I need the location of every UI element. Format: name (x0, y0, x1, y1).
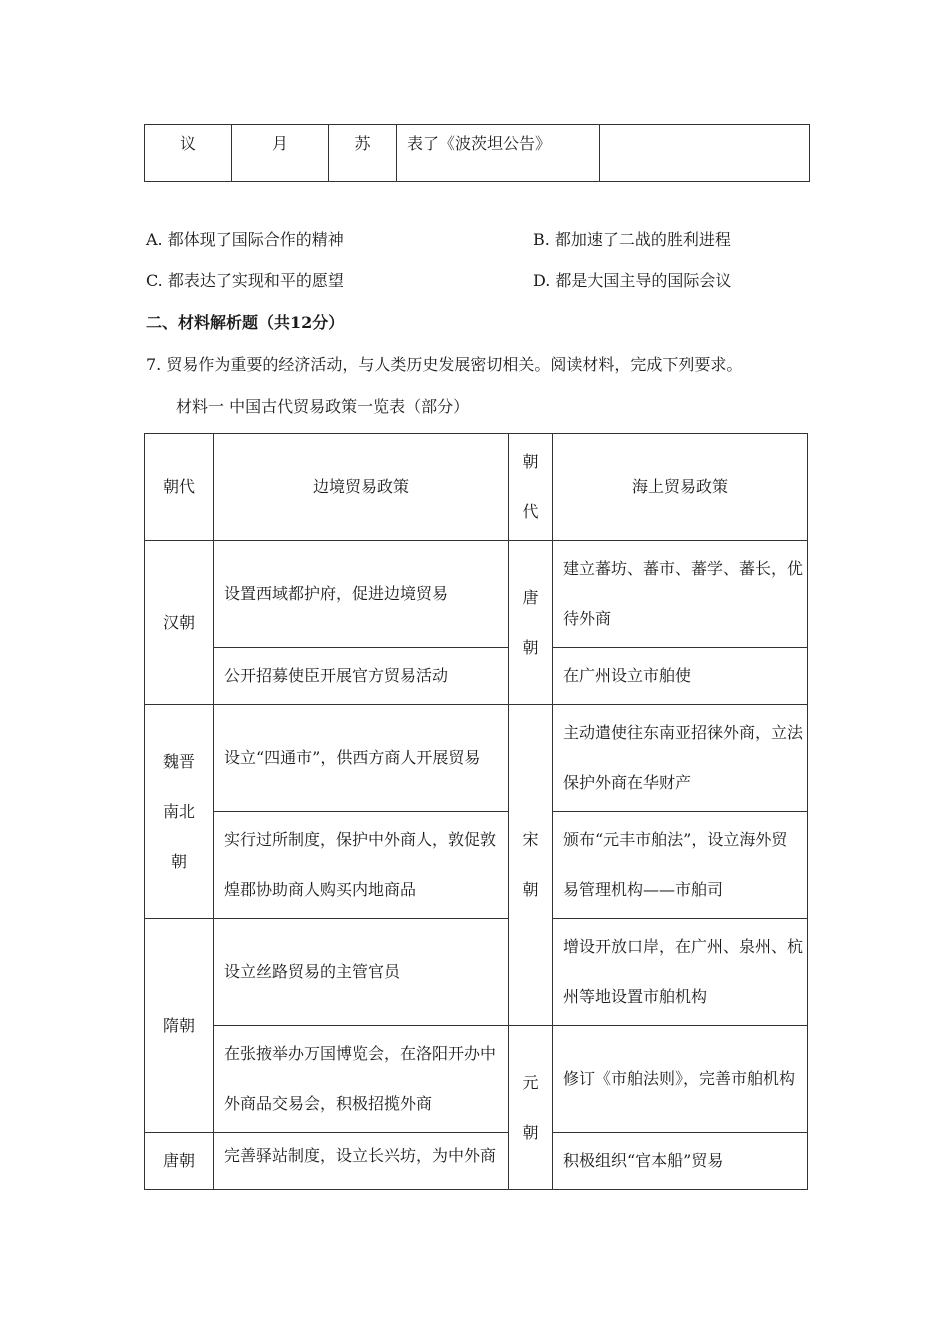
sea-policy-cell: 增设开放口岸，在广州、泉州、杭州等地设置市舶机构 (553, 919, 808, 1026)
question-7: 7. 贸易作为重要的经济活动，与人类历史发展密切相关。阅读材料，完成下列要求。 (146, 355, 743, 374)
top-cell-1: 议 (145, 125, 232, 182)
top-cell-2: 月 (232, 125, 329, 182)
sea-policy-cell: 建立蕃坊、蕃市、蕃学、蕃长，优待外商 (553, 541, 808, 648)
dynasty-sui: 隋朝 (145, 919, 214, 1133)
border-policy-cell: 完善驿站制度，设立长兴坊，为中外商 (214, 1133, 509, 1190)
sea-dynasty-yuan: 元朝 (509, 1026, 553, 1190)
border-policy-cell: 实行过所制度，保护中外商人，敦促敦煌郡协助商人购买内地商品 (214, 812, 509, 919)
sea-policy-cell: 积极组织“官本船”贸易 (553, 1133, 808, 1190)
dynasty-tang: 唐朝 (145, 1133, 214, 1190)
header-border-policy: 边境贸易政策 (214, 434, 509, 541)
sea-policy-cell: 颁布“元丰市舶法”，设立海外贸易管理机构——市舶司 (553, 812, 808, 919)
section-title: 二、材料解析题（共12分） (146, 313, 345, 332)
option-d: D. 都是大国主导的国际会议 (533, 271, 732, 290)
header-dynasty: 朝代 (145, 434, 214, 541)
top-cell-5 (600, 125, 810, 182)
top-cell-4: 表了《波茨坦公告》 (397, 125, 600, 182)
option-c: C. 都表达了实现和平的愿望 (146, 271, 344, 290)
material-caption: 材料一 中国古代贸易政策一览表（部分） (176, 397, 470, 416)
header-dynasty-2: 朝代 (509, 434, 553, 541)
border-policy-cell: 设置西域都护府，促进边境贸易 (214, 541, 509, 648)
top-cell-3: 苏 (329, 125, 397, 182)
option-a: A. 都体现了国际合作的精神 (146, 230, 344, 249)
border-policy-cell: 在张掖举办万国博览会，在洛阳开办中外商品交易会，积极招揽外商 (214, 1026, 509, 1133)
sea-dynasty-song: 宋朝 (509, 705, 553, 1026)
dynasty-weijin: 魏晋南北朝 (145, 705, 214, 919)
trade-policy-table (144, 433, 808, 1190)
sea-dynasty-tang: 唐朝 (509, 541, 553, 705)
sea-policy-cell: 主动遣使往东南亚招徕外商，立法保护外商在华财产 (553, 705, 808, 812)
top-table-fragment (144, 124, 810, 182)
sea-policy-cell: 在广州设立市舶使 (553, 648, 808, 705)
border-policy-cell: 设立“四通市”，供西方商人开展贸易 (214, 705, 509, 812)
option-b: B. 都加速了二战的胜利进程 (533, 230, 731, 249)
header-sea-policy: 海上贸易政策 (553, 434, 808, 541)
border-policy-cell: 设立丝路贸易的主管官员 (214, 919, 509, 1026)
sea-policy-cell: 修订《市舶法则》，完善市舶机构 (553, 1026, 808, 1133)
dynasty-han: 汉朝 (145, 541, 214, 705)
border-policy-cell: 公开招募使臣开展官方贸易活动 (214, 648, 509, 705)
